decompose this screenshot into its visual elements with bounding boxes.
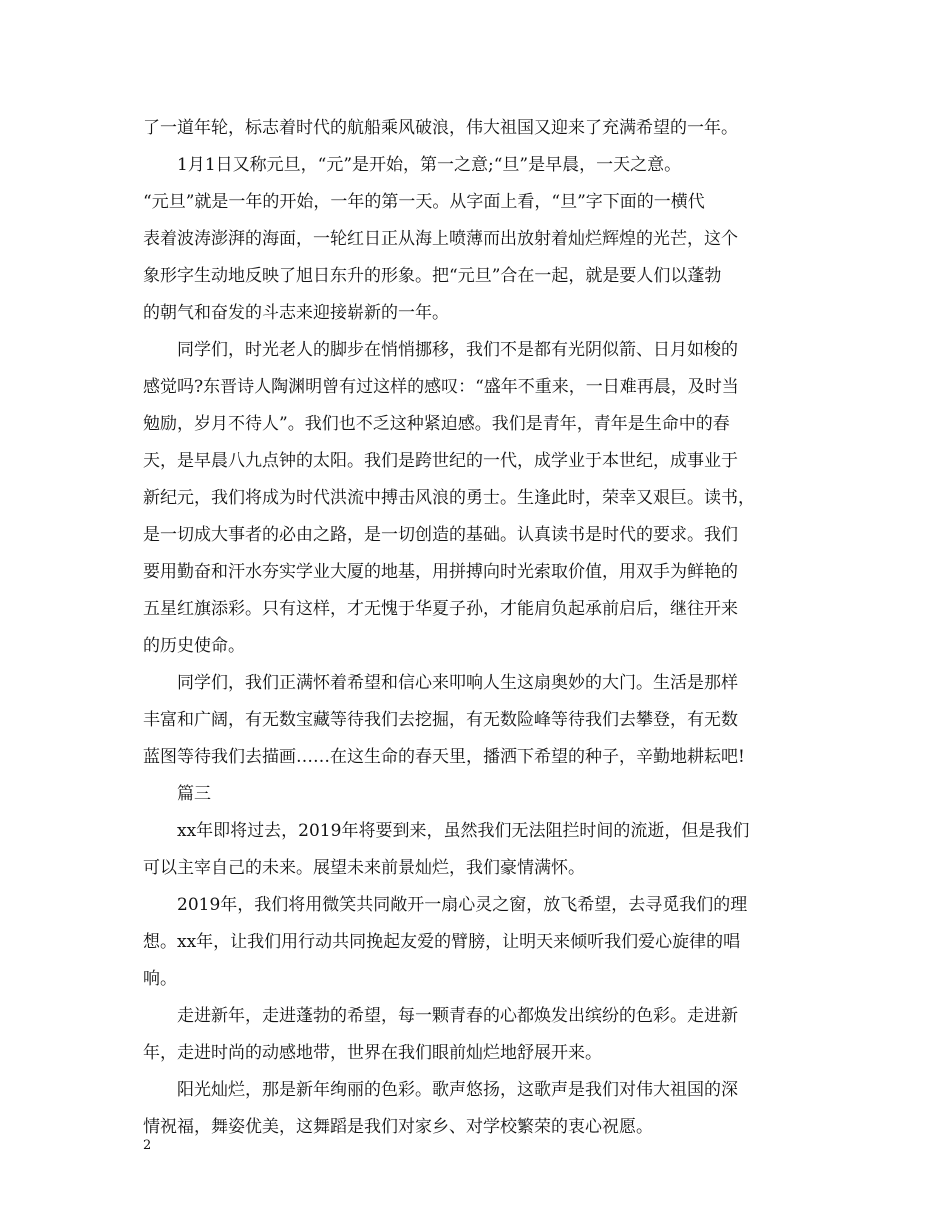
text-line: 要用勤奋和汗水夯实学业大厦的地基，用拼搏向时光索取价值，用双手为鲜艳的: [143, 562, 738, 582]
text-line: 走进新年，走进蓬勃的希望，每一颗青春的心都焕发出缤纷的色彩。走进新: [143, 1006, 738, 1026]
text-line: 想。xx年，让我们用行动共同挽起友爱的臂膀，让明天来倾听我们爱心旋律的唱: [143, 932, 741, 952]
text-line: xx年即将过去，2019年将要到来，虽然我们无法阻拦时间的流逝，但是我们: [143, 821, 750, 841]
text-line: 了一道年轮，标志着时代的航船乘风破浪，伟大祖国又迎来了充满希望的一年。: [143, 118, 738, 138]
text-line: 2019年，我们将用微笑共同敞开一扇心灵之窗，放飞希望，去寻觅我们的理: [143, 895, 748, 915]
text-line: 同学们，时光老人的脚步在悄悄挪移，我们不是都有光阴似箭、日月如梭的: [143, 340, 738, 360]
text-line: 勉励，岁月不待人”。我们也不乏这种紧迫感。我们是青年，青年是生命中的春: [143, 414, 730, 434]
text-line: 新纪元，我们将成为时代洪流中搏击风浪的勇士。生逢此时，荣幸又艰巨。读书，: [143, 488, 755, 508]
text-line: 年，走进时尚的动感地带，世界在我们眼前灿烂地舒展开来。: [143, 1043, 602, 1063]
text-line: 情祝福，舞姿优美，这舞蹈是我们对家乡、对学校繁荣的衷心祝愿。: [143, 1117, 653, 1137]
text-line: 响。: [143, 969, 177, 989]
text-line: 象形字生动地反映了旭日东升的形象。把“元旦”合在一起，就是要人们以蓬勃: [143, 266, 722, 286]
text-line: 的朝气和奋发的斗志来迎接崭新的一年。: [143, 303, 449, 323]
text-line: 表着波涛澎湃的海面，一轮红日正从海上喷薄而出放射着灿烂辉煌的光芒，这个: [143, 229, 738, 249]
text-line: 阳光灿烂，那是新年绚丽的色彩。歌声悠扬，这歌声是我们对伟大祖国的深: [143, 1080, 738, 1100]
text-line: 感觉吗?东晋诗人陶渊明曾有过这样的感叹：“盛年不重来，一日难再晨，及时当: [143, 377, 739, 397]
text-line: 丰富和广阔，有无数宝藏等待我们去挖掘，有无数险峰等待我们去攀登，有无数: [143, 710, 738, 730]
text-line: 可以主宰自己的未来。展望未来前景灿烂，我们豪情满怀。: [143, 858, 585, 878]
text-line: 天，是早晨八九点钟的太阳。我们是跨世纪的一代，成学业于本世纪，成事业于: [143, 451, 738, 471]
section-heading: 篇三: [143, 784, 211, 804]
text-line: 1月1日又称元旦，“元”是开始，第一之意;“旦”是早晨，一天之意。: [143, 155, 682, 175]
text-line: 是一切成大事者的必由之路，是一切创造的基础。认真读书是时代的要求。我们: [143, 525, 738, 545]
text-line: “元旦”就是一年的开始，一年的第一天。从字面上看，“旦”字下面的一横代: [143, 192, 705, 212]
text-line: 的历史使命。: [143, 636, 245, 656]
text-line: 五星红旗添彩。只有这样，才无愧于华夏子孙，才能肩负起承前启后，继往开来: [143, 599, 738, 619]
page-number: 2: [143, 1138, 152, 1153]
text-line: 蓝图等待我们去描画……在这生命的春天里，播洒下希望的种子，辛勤地耕耘吧!: [143, 747, 745, 767]
text-line: 同学们，我们正满怀着希望和信心来叩响人生这扇奥妙的大门。生活是那样: [143, 673, 738, 693]
